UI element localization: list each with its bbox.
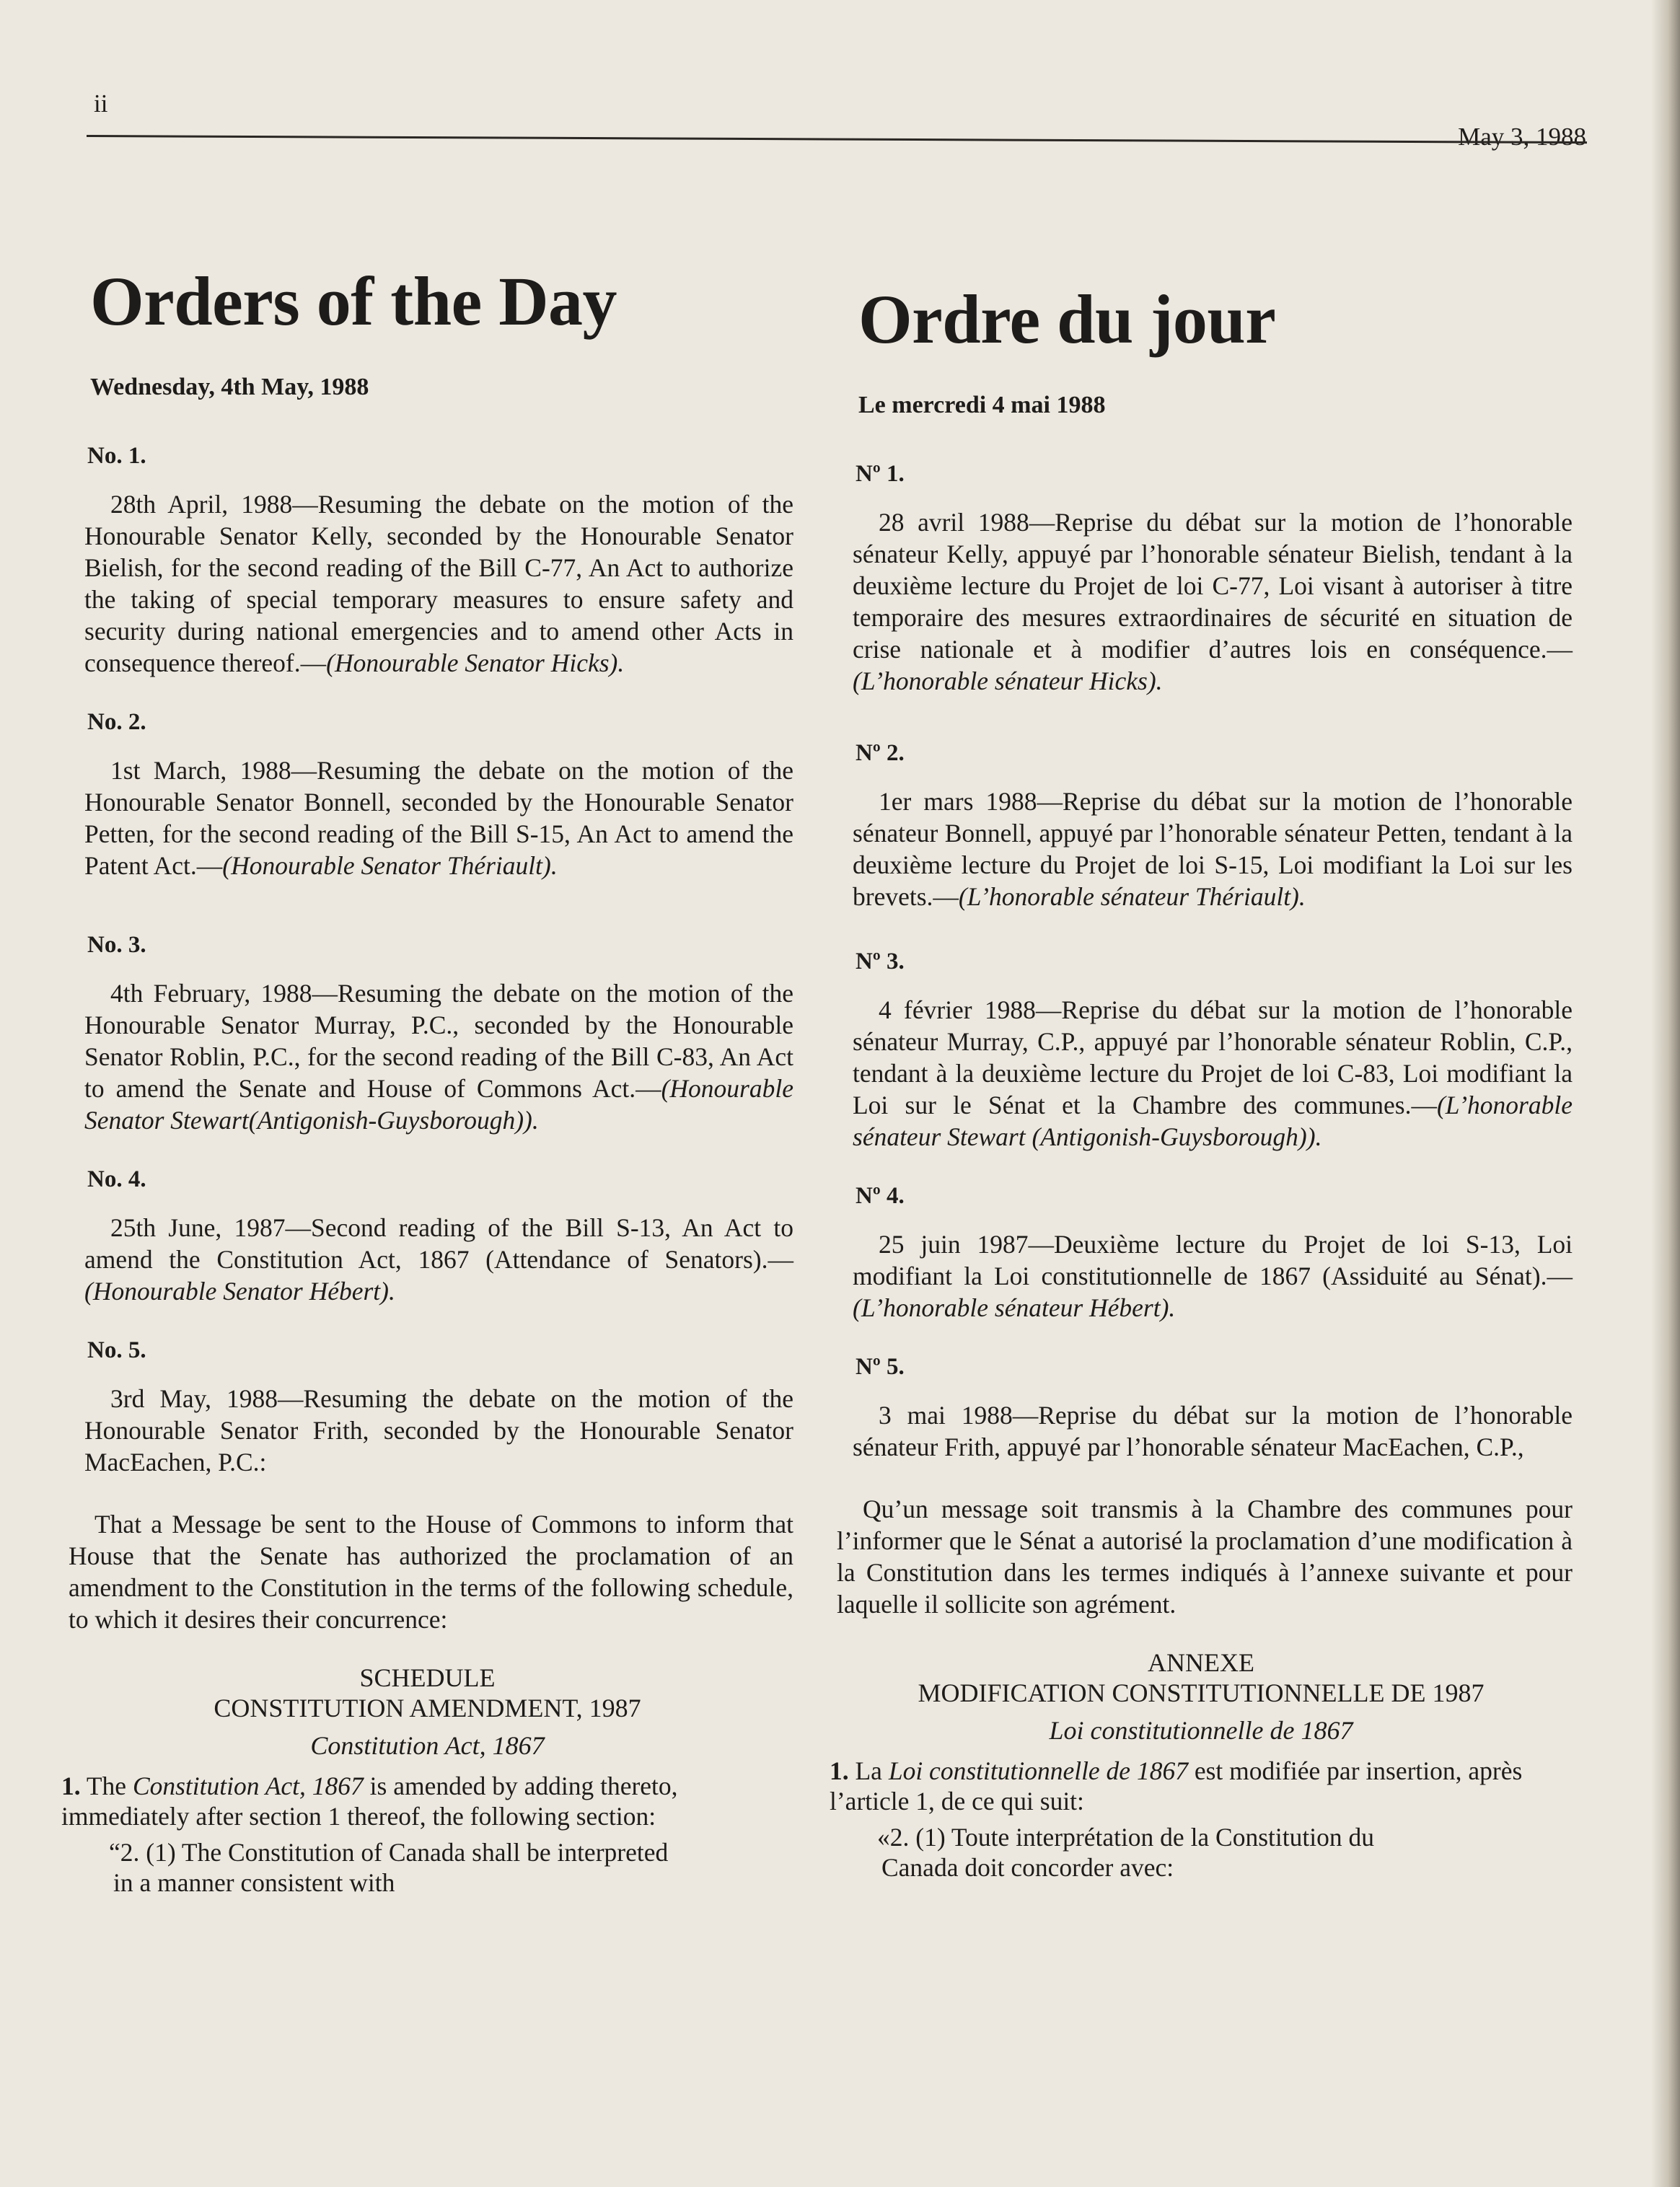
order-number: Nº 1.: [856, 461, 905, 487]
section-text: “2. (1) The Constitution of Canada shall be interpreted: [109, 1838, 669, 1867]
motion-text: That a Message be sent to the House of Commons to inform that House that the Senate has authorized the proclamation of an amendment to the Constitution in the terms of the following schedule, to which it desires their concurrence:: [69, 1510, 793, 1634]
order-sponsor: (L’honorable sénateur Hicks).: [853, 666, 1163, 695]
order-sponsor: (Honourable Senator Hicks).: [326, 648, 625, 677]
order-sponsor: (Honourable Senator Stewart(Antigonish-Guysborough)).: [84, 1074, 793, 1135]
english-column: [61, 263, 793, 1898]
order-item: [61, 1337, 793, 1478]
order-text: 25 juin 1987—Deuxième lecture du Projet de loi S-13, Loi modifiant la Loi constitutionnelle de 1867 (Assiduité au Sénat).—(L’honorable sénateur Hébert).: [853, 1230, 1573, 1322]
order-text: 28th April, 1988—Resuming the debate on the motion of the Honourable Senator Kelly, seconded by the Honourable Senator Bielish, for the second reading of the Bill C-77, An Act to authorize the taking of special temporary measures to ensure safety and security during national emergencies and to amend other Acts in consequence thereof.—(Honourable Senator Hicks).: [84, 490, 793, 677]
order-item: [830, 1354, 1573, 1463]
order-sponsor: (Honourable Senator Hébert).: [84, 1277, 395, 1306]
order-text: 1st March, 1988—Resuming the debate on the motion of the Honourable Senator Bonnell, seconded by the Honourable Senator Petten, for the second reading of the Bill S-15, An Act to amend the Patent Act.—(Honourable Senator Thériault).: [84, 756, 793, 880]
order-number: Nº 4.: [856, 1183, 905, 1209]
order-item: [830, 949, 1573, 1153]
order-text: 25th June, 1987—Second reading of the Bill S-13, An Act to amend the Constitution Act, 1867 (Attendance of Senators).—(Honourable Senator Hébert).: [84, 1213, 793, 1306]
order-text: 3rd May, 1988—Resuming the debate on the motion of the Honourable Senator Frith, seconded by the Honourable Senator MacEachen, P.C.:: [84, 1384, 793, 1477]
order-sponsor: (L’honorable sénateur Stewart (Antigonish-Guysborough)).: [853, 1091, 1573, 1151]
page-edge-shadow: [1651, 0, 1680, 2187]
order-number: Nº 2.: [856, 740, 905, 766]
order-text: 1er mars 1988—Reprise du débat sur la motion de l’honorable sénateur Bonnell, appuyé par l’honorable sénateur Petten, tendant à la deuxième lecture du Projet de loi S-15, Loi modifiant la Loi sur les brevets.—(L’honorable sénateur Thériault).: [853, 787, 1573, 911]
section-continuation: in a manner consistent with: [113, 1868, 395, 1897]
order-number: Nº 3.: [856, 949, 905, 974]
order-text: 4th February, 1988—Resuming the debate on the motion of the Honourable Senator Murray, P.C., seconded by the Honourable Senator Roblin, P.C., for the second reading of the Bill C-83, An Act to amend the Senate and House of Commons Act.—(Honourable Senator Stewart(Antigonish-Guysborough)).: [84, 979, 793, 1135]
header-rule: [87, 135, 1587, 144]
provision-text: 1. La Loi constitutionnelle de 1867 est modifiée par insertion, après l’article 1, de ce qui suit:: [830, 1756, 1523, 1816]
schedule-heading: SCHEDULE CONSTITUTION AMENDMENT, 1987 Constitution Act, 1867: [214, 1663, 641, 1760]
motion-text: Qu’un message soit transmis à la Chambre des communes pour l’informer que le Sénat a autorisé la proclamation d’une modification à la Constitution dans les termes indiqués à l’annexe suivante et pour laquelle il sollicite son agrément.: [837, 1495, 1573, 1619]
order-item: [61, 709, 793, 881]
schedule-heading: ANNEXE MODIFICATION CONSTITUTIONNELLE DE 1987 Loi constitutionnelle de 1867: [918, 1648, 1485, 1745]
order-number: No. 3.: [87, 932, 146, 958]
order-number: No. 5.: [87, 1337, 146, 1363]
page-number: ii: [94, 89, 108, 118]
order-item: [830, 1183, 1573, 1324]
order-item: [61, 1166, 793, 1307]
running-header-date: May 3, 1988: [1458, 123, 1586, 151]
order-item: [830, 461, 1573, 697]
section-text: «2. (1) Toute interprétation de la Constitution du: [877, 1823, 1374, 1852]
provision-text: 1. The Constitution Act, 1867 is amended by adding thereto, immediately after section 1 thereof, the following section:: [61, 1772, 678, 1831]
order-text: 3 mai 1988—Reprise du débat sur la motion de l’honorable sénateur Frith, appuyé par l’honorable sénateur MacEachen, C.P.,: [853, 1401, 1573, 1461]
order-sponsor: (L’honorable sénateur Thériault).: [958, 882, 1306, 911]
order-number: Nº 5.: [856, 1354, 905, 1380]
order-sponsor: (L’honorable sénateur Hébert).: [853, 1293, 1176, 1322]
order-text: 4 février 1988—Reprise du débat sur la motion de l’honorable sénateur Murray, C.P., appuyé par l’honorable sénateur Roblin, C.P., tendant à la deuxième lecture du Projet de loi C-83, Loi modifiant la Loi sur le Sénat et la Chambre des communes.—(L’honorable sénateur Stewart (Antigonish-Guysborough)).: [853, 995, 1573, 1151]
order-number: No. 4.: [87, 1166, 146, 1192]
order-item: [61, 443, 793, 679]
order-number: No. 2.: [87, 709, 146, 735]
section-continuation: Canada doit concorder avec:: [881, 1853, 1174, 1882]
order-sponsor: (Honourable Senator Thériault).: [222, 851, 558, 880]
order-text: 28 avril 1988—Reprise du débat sur la motion de l’honorable sénateur Kelly, appuyé par l’honorable sénateur Bielish, tendant à la deuxième lecture du Projet de loi C-77, Loi visant à autoriser à titre temporaire des mesures extraordinaires de sécurité en situation de crise nationale et à modifier d’autres lois en conséquence.—(L’honorable sénateur Hicks).: [853, 508, 1573, 695]
order-number: No. 1.: [87, 443, 146, 469]
english-date: Wednesday, 4th May, 1988: [90, 374, 369, 400]
french-column: [830, 281, 1573, 1883]
order-item: [61, 932, 793, 1136]
french-title: Ordre du jour: [858, 281, 1276, 358]
order-item: [830, 740, 1573, 912]
french-date: Le mercredi 4 mai 1988: [858, 392, 1106, 418]
english-title: Orders of the Day: [90, 263, 617, 340]
